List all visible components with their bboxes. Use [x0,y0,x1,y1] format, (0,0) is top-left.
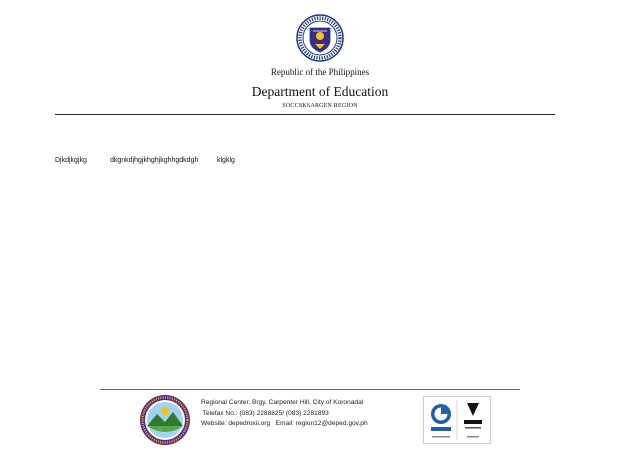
department-title: Department of Education [251,84,389,99]
footer-divider [100,389,520,390]
footer-address: Regional Center, Brgy. Carpenter Hill, City of Koronadal [201,399,364,406]
republic-heading: Republic of the Philippines [270,67,370,77]
footer-telefax: Telefax No.: (083) 2288825/ (083) 2281893 [201,410,329,417]
body-word-3: klgklg [217,157,235,164]
region-xii-seal-logo [139,394,191,446]
footer-web-email: Website: depedroxii.org Email: region12@deped.gov.ph [201,420,368,427]
region-subtitle: SOCCSKSARGEN REGION [282,103,358,109]
body-word-2: dkgnkdjhgjkhghjkghhgdkdgh [110,157,199,164]
deped-seal-logo [296,14,344,62]
body-word-1: Djkdjkgjkg [55,157,87,164]
header-divider [55,114,555,115]
certification-logos [423,396,491,444]
